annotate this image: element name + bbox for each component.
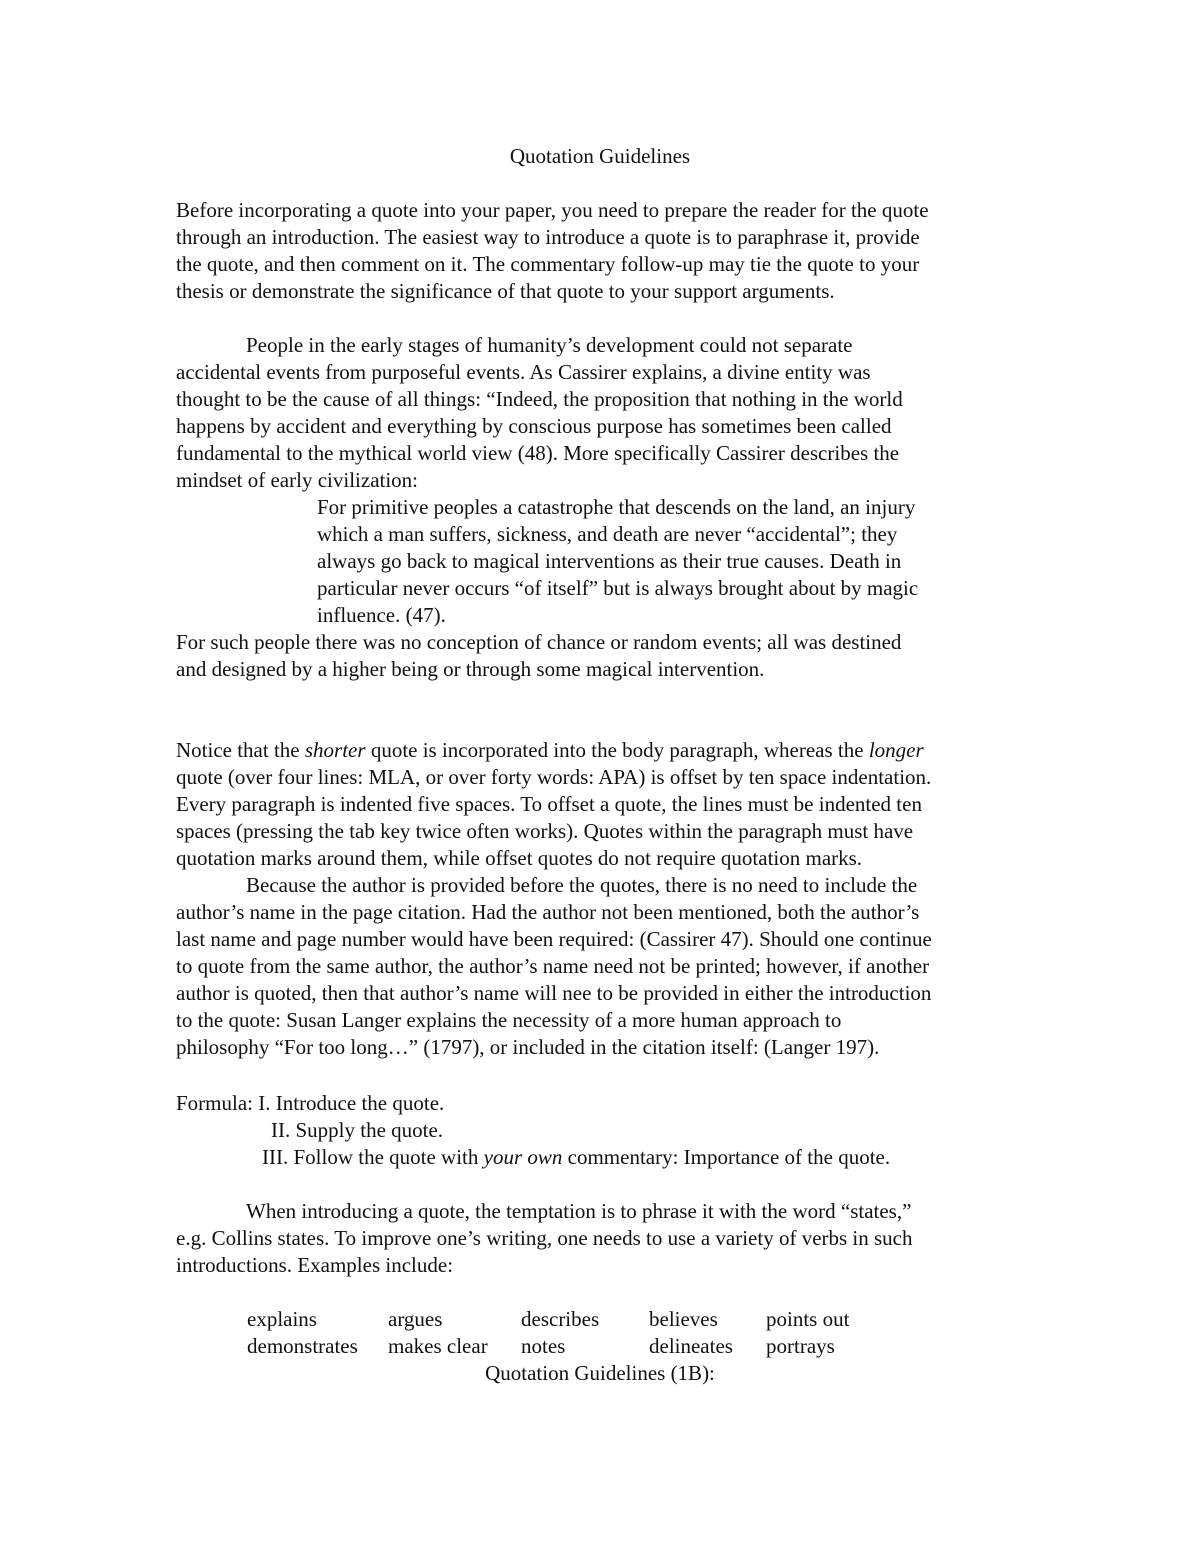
after-quote-line: and designed by a higher being or through some magical intervention.: [176, 657, 765, 681]
intro-line: Before incorporating a quote into your paper, you need to prepare the reader for the quote: [176, 198, 929, 222]
verb-item: argues: [388, 1307, 443, 1331]
author-line: to the quote: Susan Langer explains the necessity of a more human approach to: [176, 1008, 842, 1032]
verb-item: demonstrates: [247, 1334, 358, 1358]
example-line: People in the early stages of humanity’s development could not separate: [246, 333, 853, 357]
author-line: author’s name in the page citation. Had the author not been mentioned, both the author’s: [176, 900, 920, 924]
author-line: to quote from the same author, the author’s name need not be printed; however, if another: [176, 954, 930, 978]
page-title: Quotation Guidelines: [509, 144, 691, 168]
formula-step-1: Formula: I. Introduce the quote.: [176, 1091, 445, 1115]
author-line: Because the author is provided before the quotes, there is no need to include the: [246, 873, 918, 897]
formula-text: commentary: Importance of the quote.: [562, 1145, 891, 1169]
example-line: thought to be the cause of all things: “Indeed, the proposition that nothing in the world: [176, 387, 903, 411]
verbs-intro-line: introductions. Examples include:: [176, 1253, 454, 1277]
notice-text: Notice that the: [176, 738, 305, 762]
verbs-intro-line: When introducing a quote, the temptation is to phrase it with the word “states,”: [246, 1199, 912, 1223]
author-line: philosophy “For too long…” (1797), or included in the citation itself: (Langer 197).: [176, 1035, 880, 1059]
notice-line: quote (over four lines: MLA, or over forty words: APA) is offset by ten space indentation.: [176, 765, 932, 789]
verbs-row: [247, 1306, 876, 1333]
verbs-row: [247, 1333, 876, 1360]
intro-line: through an introduction. The easiest way to introduce a quote is to paraphrase it, provide: [176, 225, 920, 249]
block-quote-line: For primitive peoples a catastrophe that descends on the land, an injury: [317, 495, 916, 519]
example-line: happens by accident and everything by conscious purpose has sometimes been called: [176, 414, 892, 438]
verb-item: notes: [521, 1334, 566, 1358]
block-quote-line: influence. (47).: [317, 603, 446, 627]
intro-line: the quote, and then comment on it. The commentary follow-up may tie the quote to your: [176, 252, 920, 276]
verb-item: explains: [247, 1307, 317, 1331]
notice-line: Every paragraph is indented five spaces. To offset a quote, the lines must be indented ten: [176, 792, 922, 816]
block-quote-line: which a man suffers, sickness, and death are never “accidental”; they: [317, 522, 898, 546]
verb-item: believes: [649, 1307, 718, 1331]
notice-line: [176, 737, 924, 764]
emphasis-longer: longer: [868, 738, 924, 762]
verb-item: portrays: [766, 1334, 835, 1358]
emphasis-shorter: shorter: [304, 738, 366, 762]
verbs-intro-line: e.g. Collins states. To improve one’s writing, one needs to use a variety of verbs in such: [176, 1226, 913, 1250]
after-quote-line: For such people there was no conception of chance or random events; all was destined: [176, 630, 902, 654]
verb-item: delineates: [649, 1334, 733, 1358]
formula-text: III. Follow the quote with: [262, 1145, 484, 1169]
example-line: accidental events from purposeful events. As Cassirer explains, a divine entity was: [176, 360, 871, 384]
verb-item: describes: [521, 1307, 600, 1331]
notice-line: spaces (pressing the tab key twice often works). Quotes within the paragraph must have: [176, 819, 914, 843]
notice-line: quotation marks around them, while offset quotes do not require quotation marks.: [176, 846, 863, 870]
emphasis-your-own: your own: [483, 1145, 563, 1169]
notice-text: quote is incorporated into the body paragraph, whereas the: [365, 738, 869, 762]
section-title-1b: Quotation Guidelines (1B):: [485, 1361, 715, 1385]
verb-item: makes clear: [388, 1334, 488, 1358]
intro-line: thesis or demonstrate the significance of that quote to your support arguments.: [176, 279, 835, 303]
example-line: mindset of early civilization:: [176, 468, 419, 492]
author-line: author is quoted, then that author’s name will nee to be provided in either the introduction: [176, 981, 932, 1005]
block-quote-line: particular never occurs “of itself” but is always brought about by magic: [317, 576, 919, 600]
block-quote-line: always go back to magical interventions as their true causes. Death in: [317, 549, 902, 573]
verb-item: points out: [766, 1307, 850, 1331]
formula-step-3: [262, 1144, 890, 1171]
example-line: fundamental to the mythical world view (48). More specifically Cassirer describes the: [176, 441, 900, 465]
formula-step-2: II. Supply the quote.: [271, 1118, 444, 1142]
author-line: last name and page number would have been required: (Cassirer 47). Should one continue: [176, 927, 932, 951]
